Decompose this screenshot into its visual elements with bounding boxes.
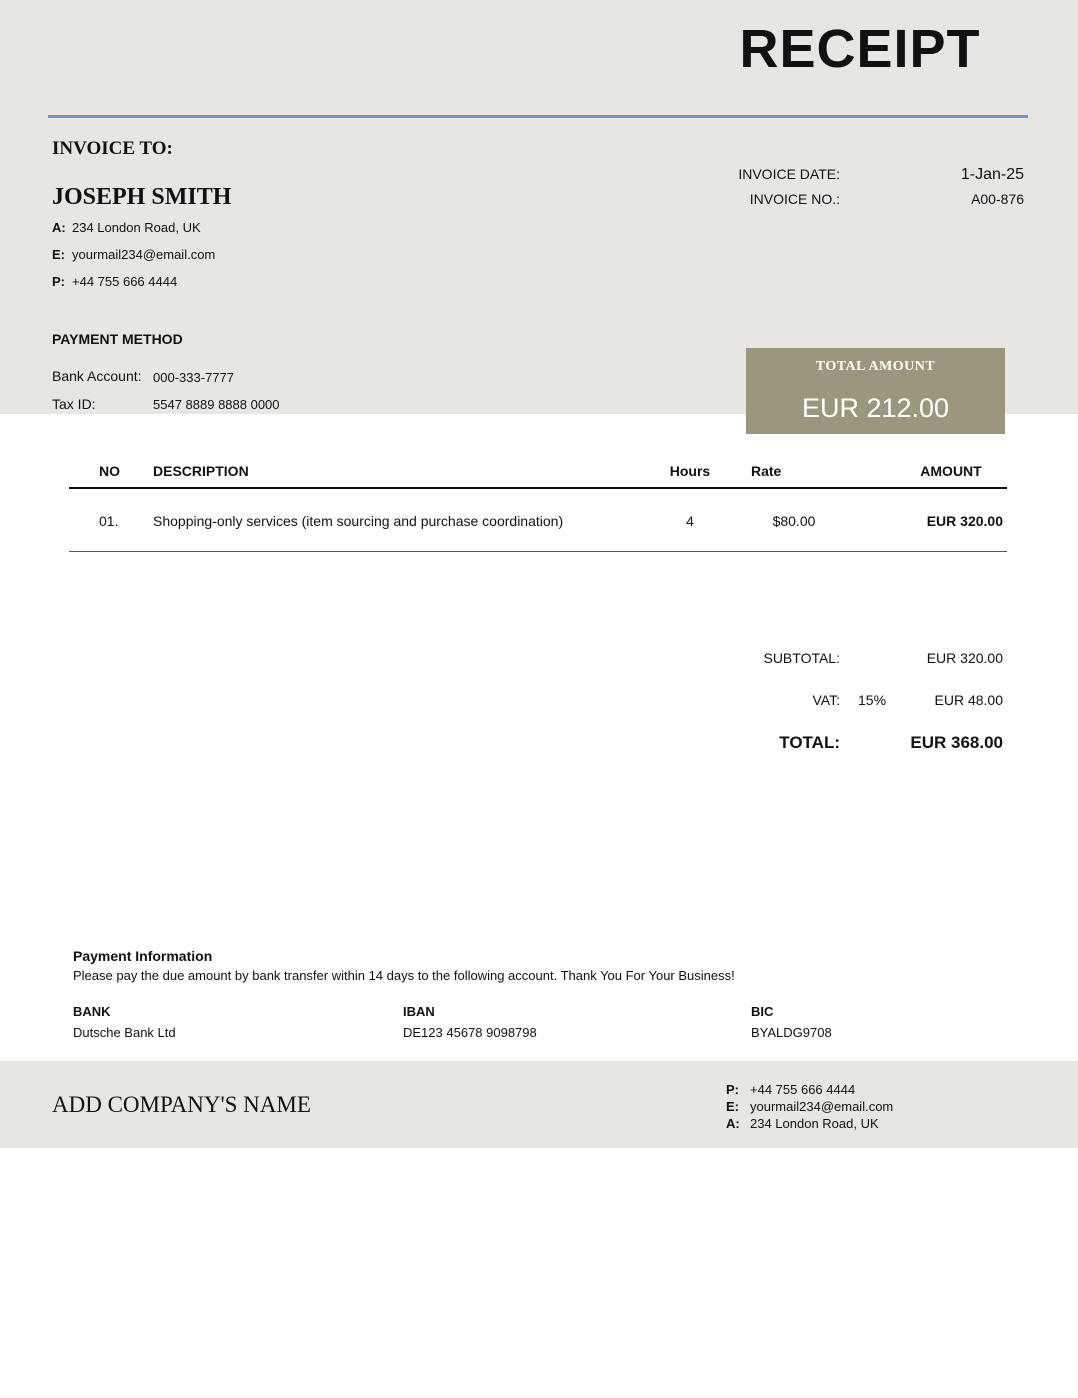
row-hours: 4 (686, 513, 694, 529)
bank-account-label: Bank Account: (52, 368, 142, 384)
total-amount-label: TOTAL AMOUNT (815, 359, 936, 374)
total-value: EUR 368.00 (910, 733, 1003, 752)
footer-email-value: yourmail234@email.com (750, 1099, 894, 1114)
table-bottom-rule (69, 551, 1007, 552)
col-header-description: DESCRIPTION (153, 463, 249, 479)
row-rate: $80.00 (772, 513, 816, 529)
vat-rate: 15% (858, 692, 887, 708)
total-amount-value: EUR 212.00 (801, 393, 950, 423)
client-name: JOSEPH SMITH (52, 184, 232, 210)
subtotal-label: SUBTOTAL: (763, 650, 840, 666)
bic-value: BYALDG9708 (751, 1025, 832, 1040)
document-title: RECEIPT (739, 19, 981, 79)
col-header-no: NO (99, 463, 120, 479)
invoice-to-label: INVOICE TO: (52, 138, 173, 159)
bank-account-value: 000-333-7777 (153, 370, 234, 385)
footer-email (726, 1099, 893, 1114)
tax-id-value: 5547 8889 8888 0000 (153, 397, 280, 412)
company-name: ADD COMPANY'S NAME (52, 1092, 311, 1117)
payment-info-text: Please pay the due amount by bank transfer within 14 days to the following account. Thank You For Your Business! (73, 968, 735, 983)
iban-value: DE123 45678 9098798 (403, 1025, 537, 1040)
invoice-no-label: INVOICE NO.: (749, 191, 840, 207)
col-header-rate: Rate (751, 463, 782, 479)
bank-value: Dutsche Bank Ltd (73, 1025, 176, 1040)
tax-id-label: Tax ID: (52, 396, 96, 412)
row-no: 01. (99, 513, 119, 529)
header-divider (48, 115, 1028, 118)
footer-phone (726, 1082, 855, 1097)
payment-method-title: PAYMENT METHOD (52, 331, 183, 347)
client-phone-label: P: (52, 274, 65, 289)
client-address (52, 220, 201, 235)
bank-label: BANK (73, 1004, 111, 1019)
footer-address-value: 234 London Road, UK (750, 1116, 879, 1131)
vat-label: VAT: (812, 692, 840, 708)
footer-address-label: A: (726, 1116, 740, 1131)
invoice-date-value: 1-Jan-25 (960, 166, 1024, 183)
client-email-label: E: (52, 247, 65, 262)
client-phone-value: +44 755 666 4444 (72, 274, 178, 289)
iban-label: IBAN (403, 1004, 435, 1019)
client-email-value: yourmail234@email.com (72, 247, 216, 262)
footer-email-label: E: (726, 1099, 739, 1114)
subtotal-value: EUR 320.00 (926, 650, 1003, 666)
client-address-value: 234 London Road, UK (72, 220, 201, 235)
footer-phone-label: P: (726, 1082, 739, 1097)
vat-value: EUR 48.00 (934, 692, 1003, 708)
invoice-no-value: A00-876 (971, 191, 1024, 207)
total-amount-box (746, 348, 1005, 434)
footer-phone-value: +44 755 666 4444 (750, 1082, 856, 1097)
client-phone (52, 274, 177, 289)
row-description: Shopping-only services (item sourcing and purchase coordination) (153, 513, 564, 529)
client-address-label: A: (52, 220, 66, 235)
client-email (52, 247, 215, 262)
payment-info-title: Payment Information (73, 948, 213, 964)
row-amount: EUR 320.00 (926, 513, 1003, 529)
bic-label: BIC (751, 1004, 774, 1019)
table-header-rule (69, 487, 1007, 489)
footer-address (726, 1116, 879, 1131)
col-header-amount: AMOUNT (920, 463, 982, 479)
invoice-date-label: INVOICE DATE: (738, 166, 840, 182)
col-header-hours: Hours (669, 463, 711, 479)
total-label: TOTAL: (779, 733, 840, 752)
